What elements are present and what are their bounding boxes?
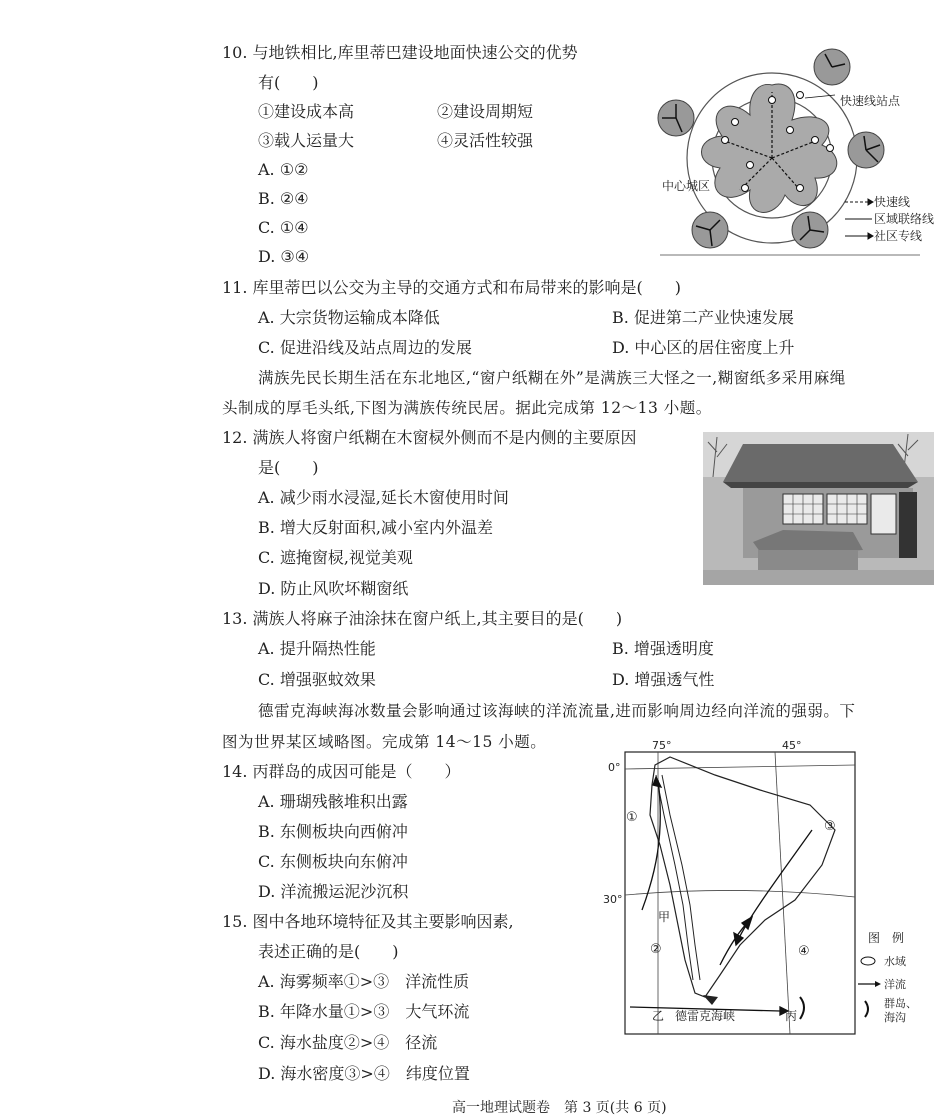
lon-75-label: 75° (652, 739, 672, 752)
q10-item-2: ②建设周期短 (437, 102, 534, 121)
q11-option-a[interactable]: A. 大宗货物运输成本降低 (258, 308, 440, 327)
q10-option-a[interactable]: A. ①② (258, 160, 309, 179)
q15-option-b[interactable]: B. 年降水量①>③ 大气环流 (258, 1002, 470, 1021)
label-drake-strait: 德雷克海峡 (675, 1009, 736, 1023)
transit-diagram (650, 40, 935, 258)
q13-stem: 13. 满族人将麻子油涂抹在窗户纸上,其主要目的是( ) (222, 609, 623, 628)
marker-1: ① (626, 810, 638, 825)
center-area-label: 中心城区 (662, 179, 711, 193)
q11-stem: 11. 库里蒂巴以公交为主导的交通方式和布局带来的影响是( ) (222, 278, 682, 297)
manchu-house-photo (703, 432, 934, 585)
q14-option-b[interactable]: B. 东侧板块向西俯冲 (258, 822, 408, 841)
q11-option-d[interactable]: D. 中心区的居住密度上升 (612, 338, 795, 357)
south-america-map (600, 735, 945, 1045)
q10-stem-line2: 有( ) (258, 73, 319, 92)
label-yi: 乙 (652, 1009, 665, 1023)
legend-express: 快速线 (874, 195, 911, 209)
marker-4: ④ (798, 944, 810, 959)
transit-diagram-svg (650, 40, 935, 258)
q14-stem: 14. 丙群岛的成因可能是（ ） (222, 762, 461, 781)
q11-option-b[interactable]: B. 促进第二产业快速发展 (612, 308, 794, 327)
marker-3: ③ (824, 819, 836, 834)
legend-community: 社区专线 (874, 229, 923, 243)
lon-45-label: 45° (782, 739, 802, 752)
south-america-map-svg (600, 735, 945, 1045)
q12-stem-line2: 是( ) (258, 458, 319, 477)
q10-item-1: ①建设成本高 (258, 102, 355, 121)
q10-option-b[interactable]: B. ②④ (258, 189, 309, 208)
map-legend-title: 图 例 (868, 931, 905, 945)
q12-option-b[interactable]: B. 增大反射面积,减小室内外温差 (258, 518, 494, 537)
q15-option-d[interactable]: D. 海水密度③>④ 纬度位置 (258, 1064, 470, 1083)
label-bing: 丙 (785, 1009, 798, 1023)
label-jia: 甲 (658, 910, 671, 924)
map-legend-islands-line1: 群岛、 (884, 997, 917, 1010)
intro1-line1: 满族先民长期生活在东北地区,“窗户纸糊在外”是满族三大怪之一,糊窗纸多采用麻绳 (258, 369, 846, 387)
map-legend-water: 水域 (884, 955, 906, 968)
manchu-house-svg (703, 432, 934, 585)
map-legend-islands-line2: 海沟 (884, 1011, 906, 1024)
q13-option-c[interactable]: C. 增强驱蚊效果 (258, 670, 376, 689)
page-footer: 高一地理试题卷 第 3 页(共 6 页) (452, 1100, 667, 1116)
q10-item-4: ④灵活性较强 (437, 131, 534, 150)
q14-option-c[interactable]: C. 东侧板块向东俯冲 (258, 852, 408, 871)
q12-option-d[interactable]: D. 防止风吹坏糊窗纸 (258, 579, 409, 598)
map-legend-current: 洋流 (884, 978, 906, 991)
q13-option-d[interactable]: D. 增强透气性 (612, 670, 715, 689)
q12-stem-line1: 12. 满族人将窗户纸糊在木窗棂外侧而不是内侧的主要原因 (222, 428, 637, 447)
q12-option-c[interactable]: C. 遮掩窗棂,视觉美观 (258, 548, 413, 567)
q10-option-d[interactable]: D. ③④ (258, 247, 310, 266)
intro2-line2: 图为世界某区域略图。完成第 14～15 小题。 (222, 733, 547, 751)
q11-option-c[interactable]: C. 促进沿线及站点周边的发展 (258, 338, 472, 357)
q15-stem-line1: 15. 图中各地环境特征及其主要影响因素, (222, 912, 514, 931)
lat-30-label: 30° (603, 893, 623, 906)
q14-option-a[interactable]: A. 珊瑚残骸堆积出露 (258, 792, 408, 811)
station-label: 快速线站点 (840, 94, 901, 108)
lat-0-label: 0° (608, 761, 621, 774)
q10-stem-line1: 10. 与地铁相比,库里蒂巴建设地面快速公交的优势 (222, 43, 578, 62)
q13-option-a[interactable]: A. 提升隔热性能 (258, 639, 376, 658)
q12-option-a[interactable]: A. 减少雨水浸湿,延长木窗使用时间 (258, 488, 509, 507)
q13-option-b[interactable]: B. 增强透明度 (612, 639, 714, 658)
q15-stem-line2: 表述正确的是( ) (258, 942, 399, 961)
intro2-line1: 德雷克海峡海冰数量会影响通过该海峡的洋流流量,进而影响周边经向洋流的强弱。下 (258, 702, 856, 720)
q15-option-c[interactable]: C. 海水盐度②>④ 径流 (258, 1033, 438, 1052)
intro1-line2: 头制成的厚毛头纸,下图为满族传统民居。据此完成第 12～13 小题。 (222, 399, 712, 417)
q15-option-a[interactable]: A. 海雾频率①>③ 洋流性质 (258, 972, 470, 991)
q10-option-c[interactable]: C. ①④ (258, 218, 309, 237)
q10-item-3: ③载人运量大 (258, 131, 355, 150)
legend-regional: 区域联络线 (874, 212, 935, 226)
q14-option-d[interactable]: D. 洋流搬运泥沙沉积 (258, 882, 409, 901)
marker-2: ② (650, 942, 662, 957)
